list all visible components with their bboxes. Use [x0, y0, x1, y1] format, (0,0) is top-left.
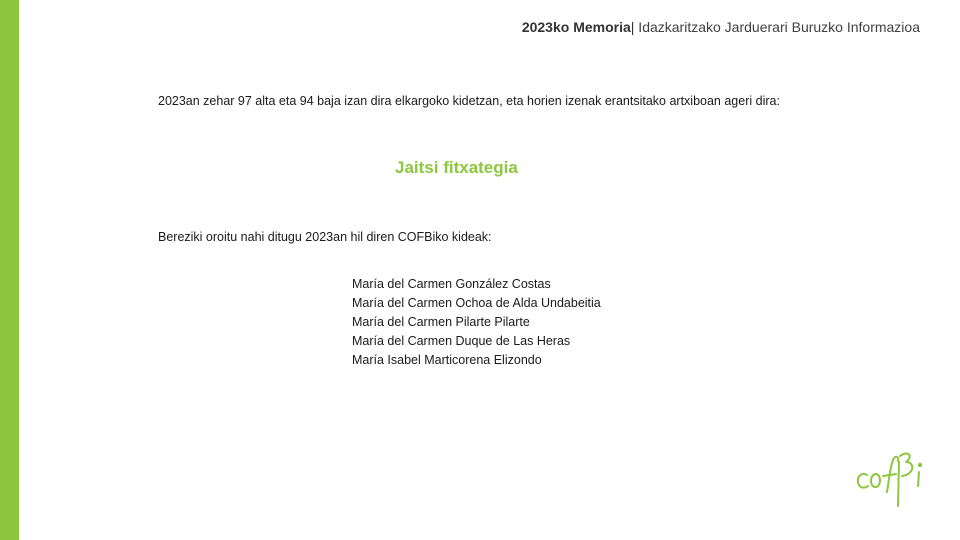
remembrance-text: Bereziki oroitu nahi ditugu 2023an hil diren COFBiko kideak: — [158, 230, 492, 244]
list-item: María del Carmen Ochoa de Alda Undabeitia — [352, 296, 601, 310]
header-subtitle: Idazkaritzako Jarduerari Buruzko Informazioa — [634, 19, 920, 35]
download-file-link[interactable]: Jaitsi fitxategia — [395, 158, 518, 177]
header-separator: | — [630, 19, 635, 35]
cofbi-logo-icon — [852, 432, 928, 512]
list-item: María Isabel Marticorena Elizondo — [352, 353, 542, 367]
header-title: 2023ko Memoria — [521, 19, 631, 35]
list-item: María del Carmen Pilarte Pilarte — [352, 315, 530, 329]
list-item: María del Carmen González Costas — [352, 277, 551, 291]
page-header — [522, 19, 920, 35]
deceased-members-list — [352, 275, 601, 370]
left-accent-bar — [0, 0, 19, 540]
list-item: María del Carmen Duque de Las Heras — [352, 334, 571, 348]
intro-paragraph: 2023an zehar 97 alta eta 94 baja izan dira elkargoko kidetzan, eta horien izenak erantsitako artxiboan ageri dira: — [158, 94, 780, 108]
